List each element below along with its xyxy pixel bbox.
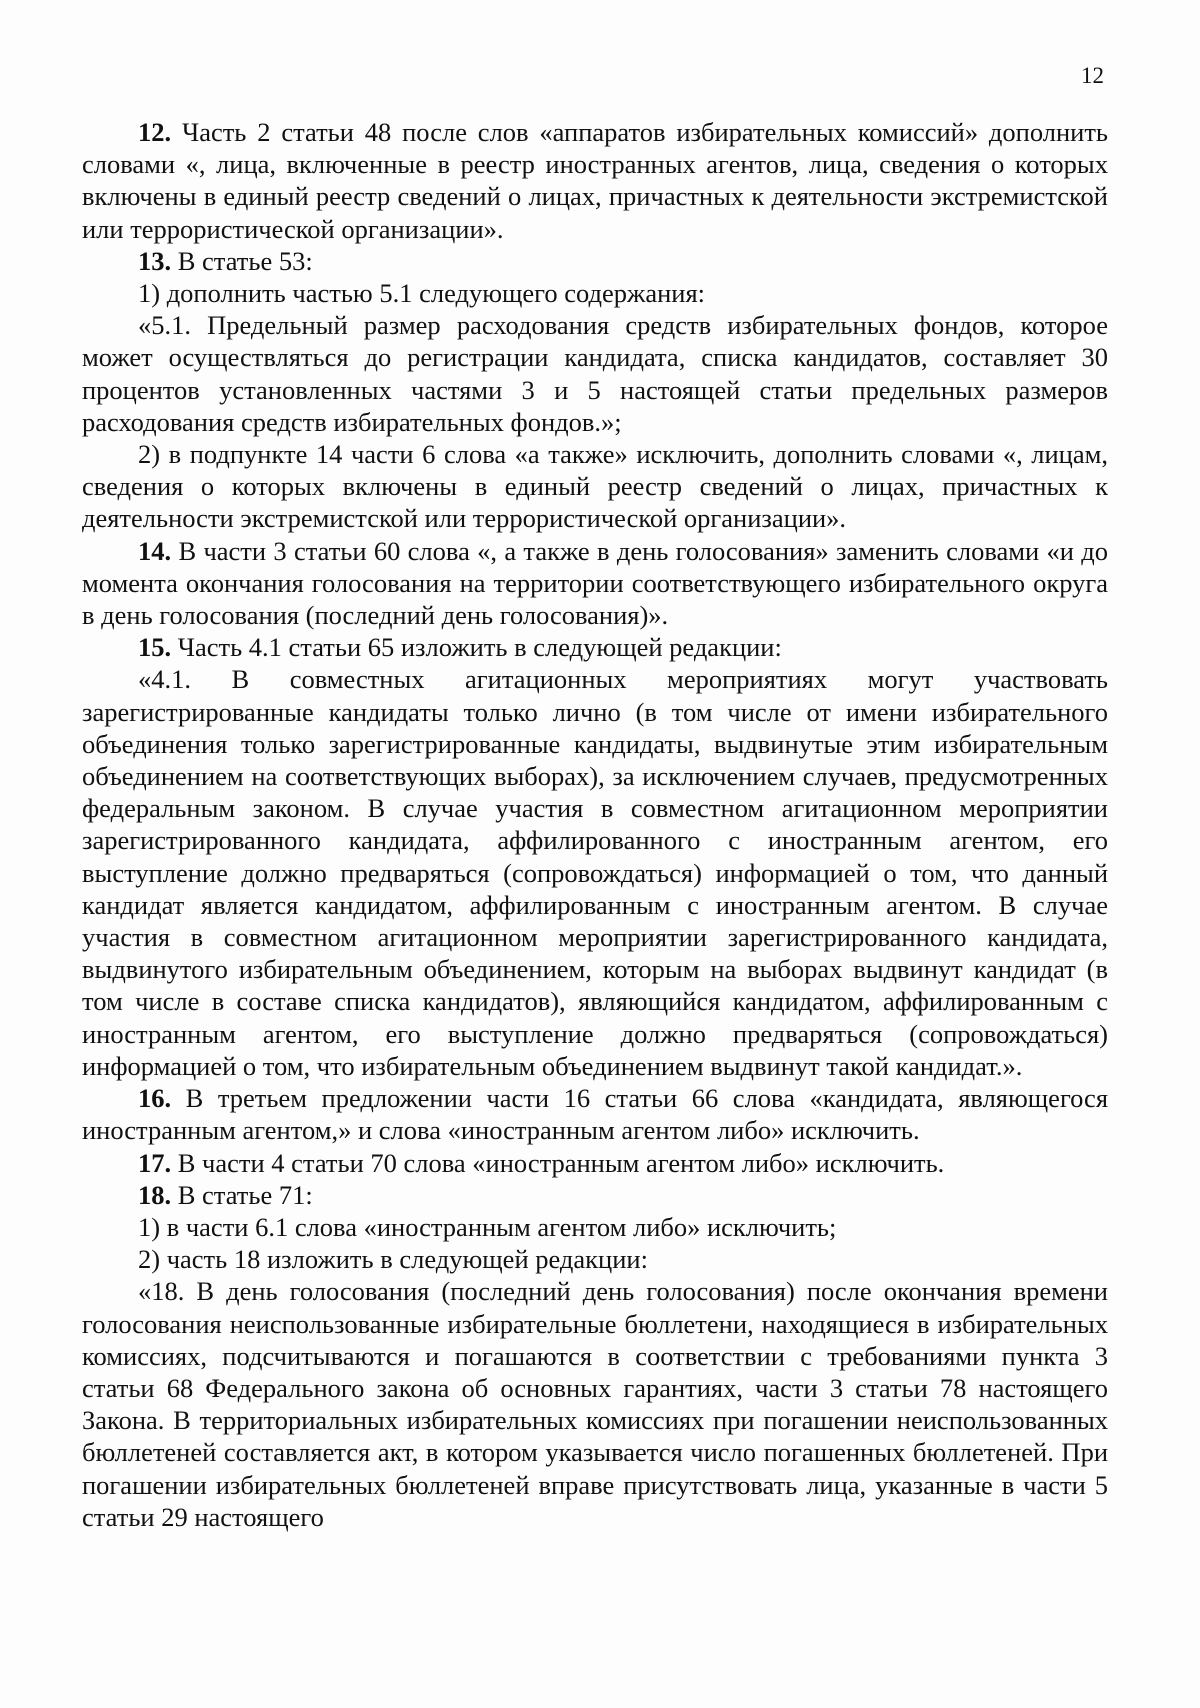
paragraph [82,1243,1108,1275]
paragraph [82,1275,1108,1533]
item-number: 13. [138,245,172,276]
item-number: 14. [138,535,172,566]
paragraph [82,1211,1108,1243]
paragraph [82,663,1108,1082]
paragraph-text: В части 4 статьи 70 слова «иностранным агентом либо» исключить. [177,1147,945,1178]
paragraph-text: 2) в подпункте 14 части 6 слова «а также» исключить, дополнить словами «, лицам, сведения о которых включены в единый реестр сведений о лицах, причастных к деятельности экстремистской или террористической организации». [82,439,1108,534]
paragraph [82,277,1108,309]
item-number: 17. [138,1147,172,1178]
paragraph [82,245,1108,277]
page-number: 12 [1081,63,1104,88]
paragraph-text: В статье 71: [177,1179,313,1210]
item-number: 16. [138,1083,172,1114]
paragraph [82,1082,1108,1146]
paragraph-text: 1) дополнить частью 5.1 следующего содержания: [138,278,705,309]
paragraph-text: 2) часть 18 изложить в следующей редакции: [138,1244,648,1275]
item-number: 18. [138,1179,172,1210]
item-number: 15. [138,632,172,663]
paragraph-text: 1) в части 6.1 слова «иностранным агентом либо» исключить; [138,1211,837,1242]
paragraph [82,1179,1108,1211]
paragraph [82,631,1108,663]
paragraph [82,535,1108,632]
paragraph-text: В третьем предложении части 16 статьи 66 слова «кандидата, являющегося иностранным агентом,» и слова «иностранным агентом либо» исключить. [82,1083,1109,1146]
item-number: 12. [138,117,172,147]
paragraph [82,1147,1108,1179]
paragraph-text: «5.1. Предельный размер расходования средств избирательных фондов, которое может осуществляться до регистрации кандидата, списка кандидатов, составляет 30 процентов установленных частями 3 и 5 настоящей статьи предельных размеров расходования средств избирательных фондов.»; [82,310,1108,437]
paragraph [82,116,1108,245]
paragraph-text: Часть 2 статьи 48 после слов «аппаратов избирательных комиссий» дополнить словами «, лица, включенные в реестр иностранных агентов, лица, сведения о которых включены в единый реестр сведений о лицах, причастных к деятельности экстремистской или террористической организации». [82,117,1109,244]
document-body [82,116,1108,1533]
paragraph-text: «4.1. В совместных агитационных мероприятиях могут участвовать зарегистрированные кандидаты только лично (в том числе от имени избирательного объединения только зарегистрированные кандидаты, выдвинутые этим избирательным объединением на соответствующих выборах), за исключением случаев, предусмотренных федеральным законом. В случае участия в совместном агитационном мероприятии зарегистрированного кандидата, аффилированного с иностранным агентом, его выступление должно предваряться (сопровождаться) информацией о том, что данный кандидат является кандидатом, аффилированным с иностранным агентом. В случае участия в совместном агитационном мероприятии зарегистрированного кандидата, выдвинутого избирательным объединением, которым на выборах выдвинут кандидат (в том числе в составе списка кандидатов), являющийся кандидатом, аффилированным с иностранным агентом, его выступление должно предваряться (сопровождаться) информацией о том, что избирательным объединением выдвинут такой кандидат.». [82,664,1108,1081]
paragraph [82,309,1108,438]
paragraph-text: «18. В день голосования (последний день голосования) после окончания времени голосования неиспользованные избирательные бюллетени, находящиеся в избирательных комиссиях, подсчитываются и погашаются в соответствии с требованиями пункта 3 статьи 68 Федерального закона об основных гарантиях, части 3 статьи 78 настоящего Закона. В территориальных избирательных комиссиях при погашении неиспользованных бюллетеней составляется акт, в котором указывается число погашенных бюллетеней. При погашении избирательных бюллетеней вправе присутствовать лица, указанные в части 5 статьи 29 настоящего [82,1276,1108,1532]
paragraph-text: Часть 4.1 статьи 65 изложить в следующей редакции: [177,632,782,663]
paragraph [82,438,1108,535]
paragraph-text: В статье 53: [177,245,313,276]
paragraph-text: В части 3 статьи 60 слова «, а также в день голосования» заменить словами «и до момента окончания голосования на территории соответствующего избирательного округа в день голосования (последний день голосования)». [82,535,1108,631]
